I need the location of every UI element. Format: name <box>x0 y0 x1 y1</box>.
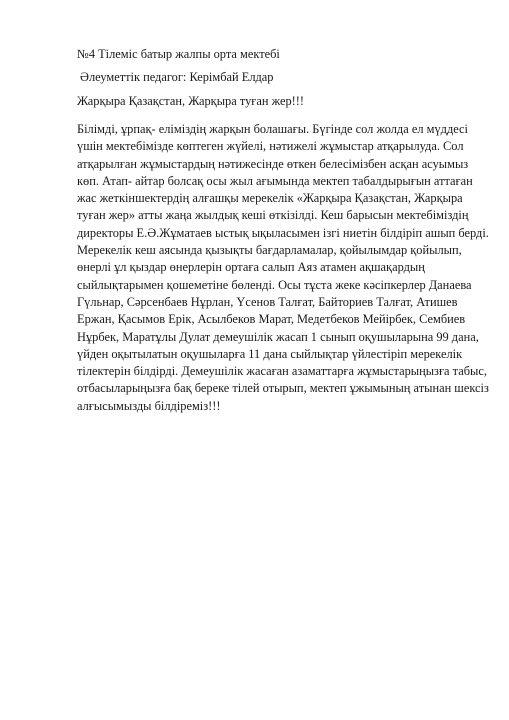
paragraph-line: өнерлі ұл қыздар өнерлерін ортаға салып Аяз атамен ақшақардың <box>77 260 425 275</box>
paragraph-line: Ержан, Қасымов Ерік, Асылбеков Марат, Медетбеков Мейірбек, Сембиев <box>77 312 466 327</box>
paragraph-line: Мерекелік кеш аясында қызықты бағдарламалар, қойылымдар қойылып, <box>77 243 462 258</box>
paragraph-line: отбасыларыңызға бақ береке тілей отырып, мектеп ұжымының атынан шексіз <box>77 381 489 396</box>
paragraph-line: тілектерін білдірді. Демеушілік жасаған азаматтарға жұмыстарыңызға табыс, <box>77 364 487 379</box>
paragraph-line: алғысымызды білдіреміз!!! <box>77 398 221 413</box>
body-paragraph <box>77 121 497 415</box>
paragraph-line: Білімді, ұрпақ- еліміздің жарқын болашағы. Бүгінде сол жолда ел мүддесі <box>77 122 469 136</box>
document-title: Жарқыра Қазақстан, Жарқыра туған жер!!! <box>77 94 305 108</box>
paragraph-line: атқарылған жұмыстардың нәтижесінде өткен белесімізбен асқан асуымыз <box>77 156 469 171</box>
paragraph-line: жас жеткіншектердің алғашқы мерекелік «Жарқыра Қазақстан, Жарқыра <box>77 191 463 206</box>
paragraph-line: үйден оқытылатын оқушыларға 11 дана сыйлықтар үйлестіріп мерекелік <box>77 346 463 361</box>
paragraph-line: көп. Атап- айтар болсақ осы жыл ағымында мектеп табалдырығын аттаған <box>77 173 473 188</box>
author-line: Әлеуметтік педагог: Керімбай Елдар <box>80 70 274 84</box>
paragraph-line: Нұрбек, Маратұлы Дулат демеушілік жасап 1 сынып оқушыларына 99 дана, <box>77 329 479 344</box>
paragraph-line: сыйлықтарымен қошеметіне бөленді. Осы тұста жеке кәсіпкерлер Данаева <box>77 277 472 292</box>
school-name: №4 Тілеміс батыр жалпы орта мектебі <box>77 47 280 61</box>
paragraph-line: туған жер» атты жаңа жылдық кеші өткізілді. Кеш барысын мектебіміздің <box>77 208 469 223</box>
paragraph-line: директоры Е.Ә.Жұматаев ыстық ықыласымен ізгі ниетін білдіріп ашып берді. <box>77 225 489 240</box>
paragraph-line: Гүльнар, Сәрсенбаев Нұрлан, Үсенов Талғат, Байториев Талғат, Атишев <box>77 294 458 309</box>
paragraph-line: үшін мектебімізде көптеген жүйелі, нәтижелі жұмыстар атқарылуда. Сол <box>77 139 464 154</box>
